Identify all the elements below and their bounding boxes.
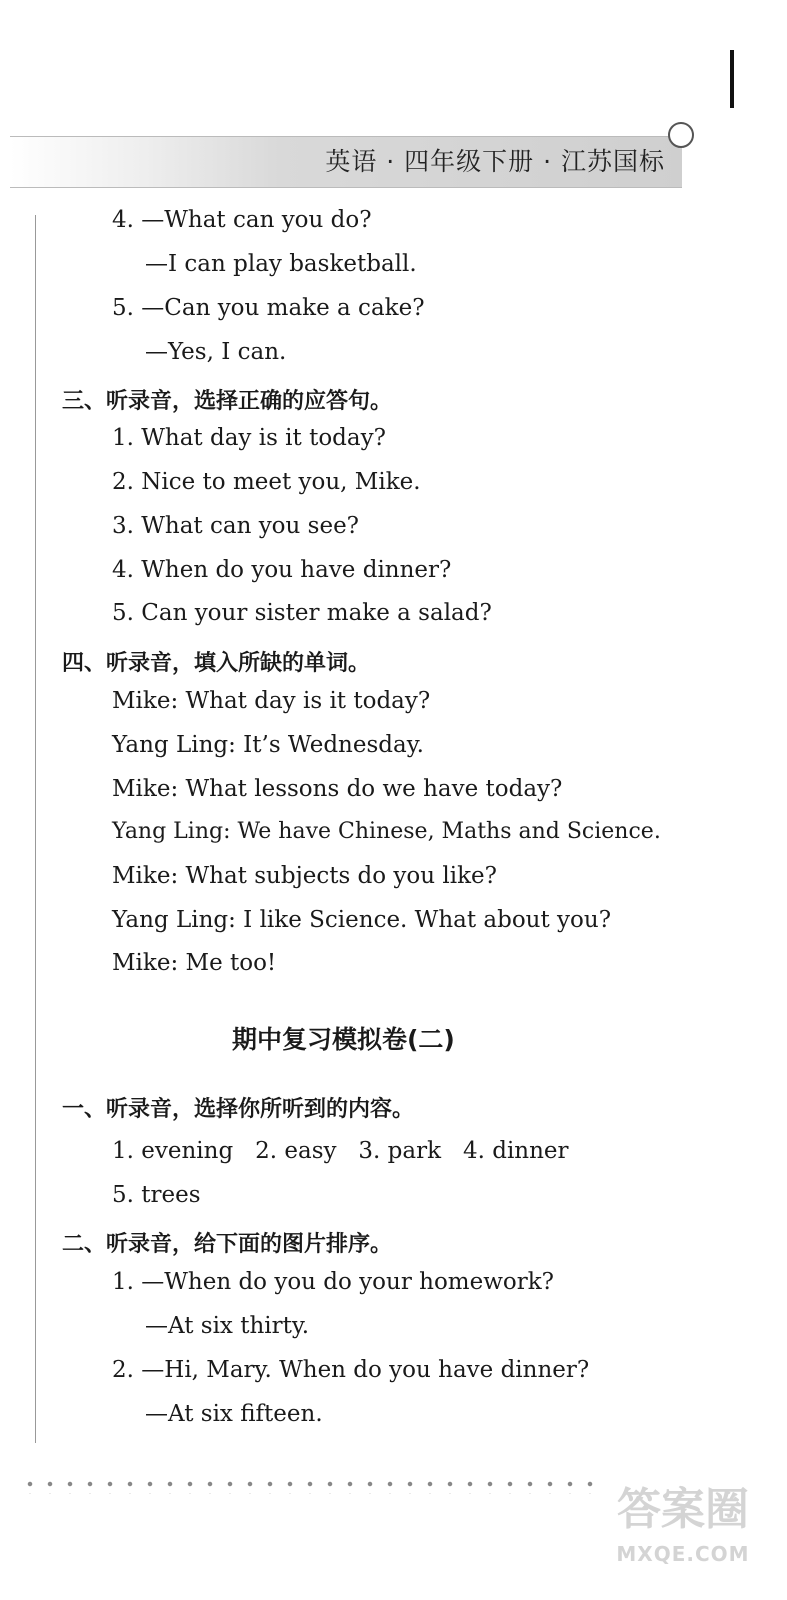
dialogue-line: Yang Ling: We have Chinese, Maths and Science.: [112, 819, 661, 844]
footer-dotted-border: [20, 1478, 600, 1494]
section-heading: 二、听录音，给下面的图片排序。: [62, 1232, 393, 1257]
section-heading: 四、听录音，填入所缺的单词。: [62, 651, 371, 676]
dialogue-line: Mike: What subjects do you like?: [112, 863, 497, 889]
answer-line: 2. Nice to meet you, Mike.: [112, 469, 421, 495]
dialogue-line: Mike: What day is it today?: [112, 688, 431, 714]
header-title: 英语 · 四年级下册 · 江苏国标: [325, 147, 665, 176]
answer-line: 2. —Hi, Mary. When do you have dinner?: [112, 1357, 590, 1383]
answer-line: 1. What day is it today?: [112, 425, 386, 451]
left-margin-rule: [35, 215, 36, 1443]
watermark: [598, 1478, 768, 1588]
answer-line: 1. —When do you do your homework?: [112, 1269, 555, 1295]
answer-line: 1. evening 2. easy 3. park 4. dinner: [112, 1138, 569, 1164]
answer-line: 5. trees: [112, 1182, 201, 1208]
answer-line: 4. When do you have dinner?: [112, 557, 452, 583]
answer-line: 4. —What can you do?: [112, 207, 372, 233]
watermark-logo: 答案圈: [617, 1484, 749, 1535]
answer-line: 5. Can your sister make a salad?: [112, 600, 492, 626]
header-circle-ornament: [668, 122, 694, 148]
exam-title: 期中复习模拟卷(二): [232, 1025, 455, 1054]
section-heading: 三、听录音，选择正确的应答句。: [62, 389, 393, 414]
answer-line: 3. What can you see?: [112, 513, 360, 539]
dialogue-line: Yang Ling: I like Science. What about you?: [112, 907, 612, 933]
dialogue-line: Yang Ling: It’s Wednesday.: [112, 732, 424, 758]
section-heading: 一、听录音，选择你所听到的内容。: [62, 1097, 415, 1122]
dialogue-line: Mike: What lessons do we have today?: [112, 776, 563, 802]
answer-line: 5. —Can you make a cake?: [112, 295, 425, 321]
answer-line: —At six fifteen.: [145, 1401, 323, 1427]
watermark-url: MXQE.COM: [616, 1542, 750, 1566]
dialogue-line: Mike: Me too!: [112, 950, 277, 976]
page-corner-dot: [731, 100, 733, 102]
answer-line: —I can play basketball.: [145, 251, 417, 277]
answer-line: —Yes, I can.: [145, 339, 287, 365]
answer-line: —At six thirty.: [145, 1313, 310, 1339]
